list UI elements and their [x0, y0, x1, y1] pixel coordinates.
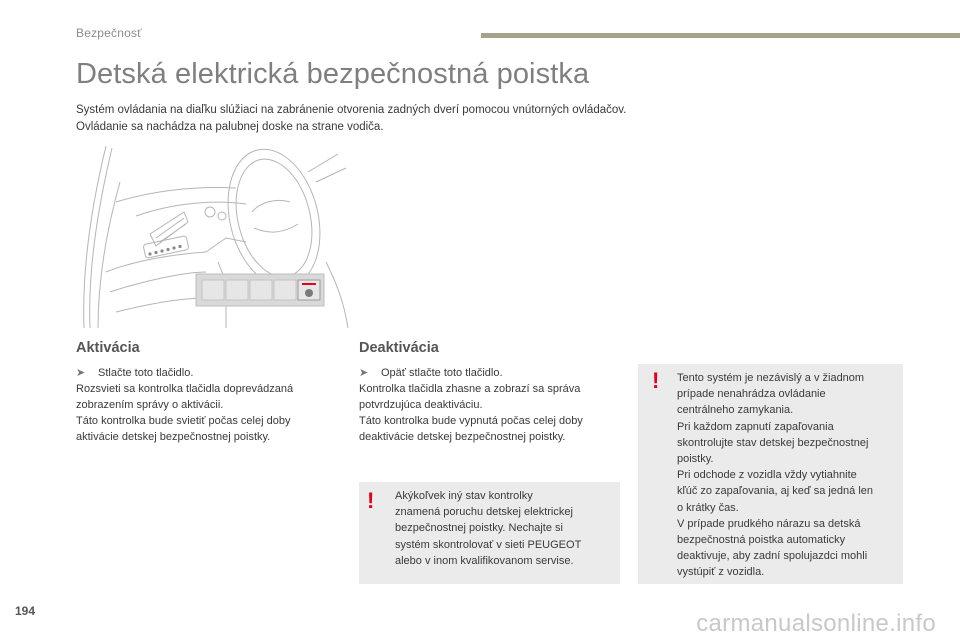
note-line: Akýkoľvek iný stav kontrolky [395, 490, 533, 502]
bullet-icon: ➤ [76, 367, 86, 379]
step-text: Stlačte toto tlačidlo. [98, 367, 194, 379]
warning-note-fault [359, 482, 620, 584]
warning-note-independent [638, 364, 903, 584]
note-line: kľúč zo zapaľovania, aj keď sa jedná len [677, 485, 874, 498]
pillar-line [90, 148, 112, 328]
intro-text [76, 102, 716, 136]
pillar-line [98, 182, 120, 328]
intro-line: Systém ovládania na diaľku slúžiaci na zabránenie otvorenia zadných dverí pomocou vnútorných ovládačov. [76, 104, 627, 116]
note-line: Pri odchode z vozidla vždy vytiahnite [677, 469, 857, 482]
note-line: vystúpiť z vozidla. [677, 566, 765, 579]
activation-body: Rozsvieti sa kontrolka tlačidla doprevádzaná [76, 383, 294, 395]
deactivation-column [359, 340, 624, 445]
step-text: Opäť stlačte toto tlačidlo. [381, 367, 503, 379]
dash-line [110, 272, 206, 292]
dashboard-illustration [76, 142, 362, 330]
dash-line [116, 298, 206, 312]
activation-step [76, 365, 341, 381]
child-lock-icon [305, 289, 313, 297]
deactivation-heading: Deaktivácia [359, 340, 439, 356]
deactivation-body: Kontrolka tlačidla zhasne a zobrazí sa správa [359, 383, 581, 395]
watermark: carmanualsonline.info [696, 610, 936, 637]
note-line: znamená poruchu detskej elektrickej [395, 506, 573, 519]
dash-line [116, 188, 236, 202]
warning-icon: ! [652, 368, 660, 393]
note-line: V prípade prudkého nárazu sa detská [677, 517, 861, 530]
dash-line [106, 252, 206, 272]
intro-line: Ovládanie sa nachádza na palubnej doske na strane vodiča. [76, 121, 384, 133]
note-line: o krátky čas. [677, 501, 739, 514]
bullet-icon: ➤ [359, 367, 369, 379]
activation-column [76, 340, 341, 445]
dash-line [136, 202, 246, 216]
warning-icon: ! [367, 488, 375, 513]
deactivation-body: potvrdzujúca deaktiváciu. [359, 399, 483, 411]
note-text [677, 370, 899, 581]
deactivation-step [359, 365, 624, 381]
note-line: skontrolujte stav detskej bezpečnostnej [677, 436, 869, 449]
note-line: bezpečnostná poistka automaticky [677, 534, 846, 547]
section-rule [481, 33, 960, 38]
note-line: deaktivuje, aby zadní spolujazdci mohli [677, 550, 868, 563]
deactivation-body: deaktivácie detskej bezpečnostnej poistky. [359, 431, 566, 443]
note-text [395, 488, 615, 569]
note-line: prípade nenahrádza ovládanie [677, 388, 826, 401]
page-title: Detská elektrická bezpečnostná poistka [76, 58, 590, 90]
note-line: centrálneho zamykania. [677, 404, 794, 417]
note-line: Tento systém je nezávislý a v žiadnom [677, 372, 865, 384]
note-line: poistky. [677, 453, 714, 466]
page-number: 194 [15, 604, 36, 618]
note-line: systém skontrolovať v sieti PEUGEOT [395, 538, 582, 551]
note-line: alebo v inom kvalifikovanom servise. [395, 554, 574, 567]
activation-body: zobrazením správy o aktivácii. [76, 399, 224, 411]
activation-body: aktivácie detskej bezpečnostnej poistky. [76, 431, 271, 443]
activation-body: Táto kontrolka bude svietiť počas celej doby [76, 415, 291, 427]
steering-wheel [214, 142, 333, 297]
activation-heading: Aktivácia [76, 340, 140, 356]
child-lock-indicator [302, 283, 316, 285]
section-label: Bezpečnosť [76, 26, 142, 40]
deactivation-body: Táto kontrolka bude vypnutá počas celej doby [359, 415, 583, 427]
note-line: bezpečnostnej poistky. Nechajte si [395, 522, 563, 535]
note-line: Pri každom zapnutí zapaľovania [677, 420, 834, 433]
